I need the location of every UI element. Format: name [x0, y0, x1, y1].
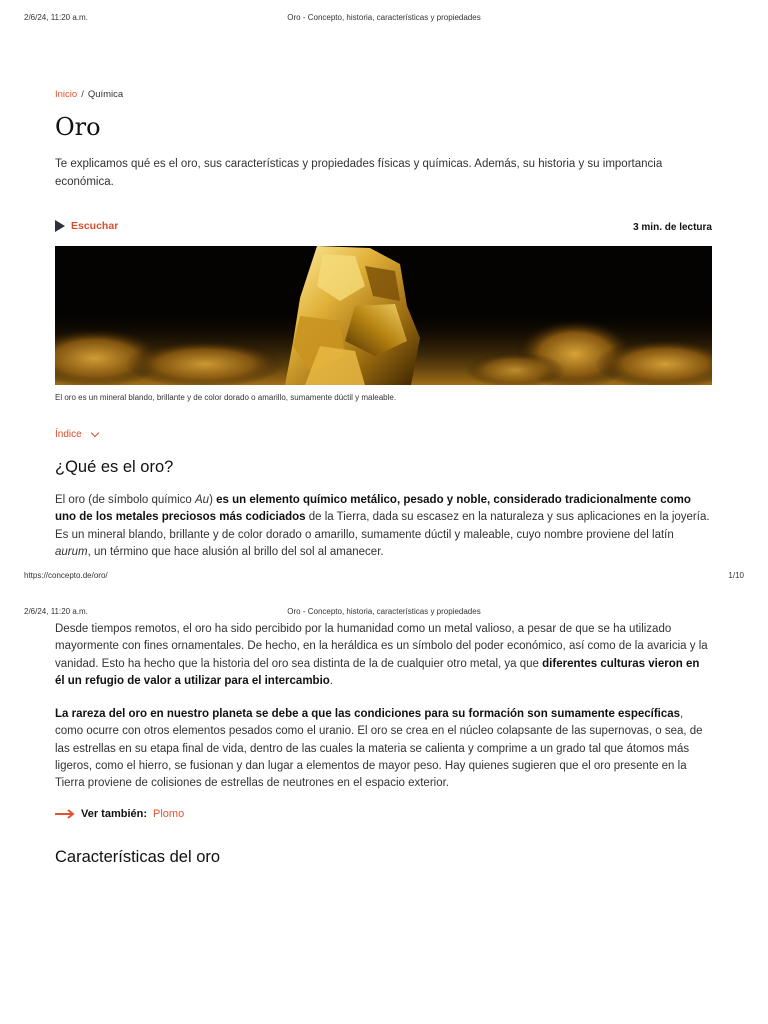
p1-bold: es un elemento químico metálico, pesado y noble, considerado tradicionalmente como uno de los metales preciosos más codiciados	[55, 494, 691, 524]
p1-text: , un término que hace alusión al brillo del sol al amanecer.	[87, 545, 384, 558]
p1-symbol: Au	[194, 494, 210, 506]
see-also-link-plomo[interactable]: Plomo	[153, 808, 185, 820]
play-icon	[55, 220, 65, 232]
section-heading-characteristics: Características del oro	[55, 848, 221, 866]
print-page-number: 1/10	[728, 571, 744, 580]
breadcrumb-home-link[interactable]: Inicio	[55, 89, 78, 100]
breadcrumb	[55, 89, 712, 100]
chevron-down-icon	[90, 429, 98, 437]
section-heading-what-is-gold: ¿Qué es el oro?	[55, 458, 174, 476]
index-toggle[interactable]	[55, 429, 712, 440]
arrow-right-icon	[55, 809, 75, 819]
print-doc-title: Oro - Concepto, historia, características y propiedades	[287, 13, 481, 22]
see-also-label: Ver también:	[81, 808, 148, 820]
p1-text: de la Tierra, dada su escasez en la naturaleza y sus aplicaciones en la joyería. Es un mineral blando, brillante y de color dorado o amarillo, sumamente dúctil y maleable, cuyo nombre proviene del latín	[55, 511, 710, 541]
p2-text: Desde tiempos remotos, el oro ha sido percibido por la humanidad como un metal valioso, a pesar de que se ha utilizado mayormente con fines ornamentales. De hecho, en la heráldica es un símbolo del poder económico, así como de la avaricia y la vanidad. Esto ha hecho que la historia del oro sea distinta de la de cualquier otro metal, ya que	[55, 623, 708, 670]
paragraph-rarity	[55, 706, 712, 792]
see-also	[55, 808, 712, 820]
page-title: Oro	[55, 113, 101, 141]
listen-row	[55, 220, 712, 236]
breadcrumb-current: Química	[87, 89, 124, 100]
listen-button[interactable]	[55, 220, 118, 232]
p1-text: El oro (de símbolo químico	[55, 494, 195, 506]
breadcrumb-separator: /	[81, 89, 84, 100]
print-timestamp: 2/6/24, 11:20 a.m.	[24, 13, 88, 22]
article-intro: Te explicamos qué es el oro, sus características y propiedades físicas y químicas. Además, su historia y su importancia económica.	[55, 158, 663, 188]
listen-label: Escuchar	[71, 220, 119, 232]
paragraph-history	[55, 621, 712, 690]
read-time: 3 min. de lectura	[633, 222, 712, 233]
p1-latin-term: aurum	[55, 545, 88, 558]
p3-bold: La rareza del oro en nuestro planeta se debe a que las condiciones para su formación son sumamente específicas	[55, 708, 681, 720]
index-label: Índice	[55, 429, 82, 440]
paragraph-definition	[55, 492, 712, 561]
p2-text: .	[329, 674, 333, 687]
image-caption: El oro es un mineral blando, brillante y de color dorado o amarillo, sumamente dúctil y maleable.	[55, 393, 397, 402]
p2-bold: diferentes culturas vieron en él un refugio de valor a utilizar para el intercambio	[55, 657, 700, 687]
print-url: https://concepto.de/oro/	[24, 571, 108, 580]
print-doc-title: Oro - Concepto, historia, características y propiedades	[287, 607, 481, 616]
hero-image-gold-nugget	[55, 246, 712, 385]
print-timestamp: 2/6/24, 11:20 a.m.	[24, 607, 88, 616]
gold-nugget-illustration	[55, 246, 712, 385]
p3-text: , como ocurre con otros elementos pesados como el uranio. El oro se crea en el núcleo colapsante de las supernovas, o sea, de las estrellas en su etapa final de vida, dentro de las cuales la materia se calienta y comprime a un grado tal que átomos más ligeros, como el hierro, se fusionan y dan lugar a elementos de mayor peso. Hay quienes sugieren que el oro presente en la Tierra proviene de colisiones de estrellas de neutrones en el espacio exterior.	[55, 708, 703, 790]
p1-text: )	[209, 494, 217, 506]
